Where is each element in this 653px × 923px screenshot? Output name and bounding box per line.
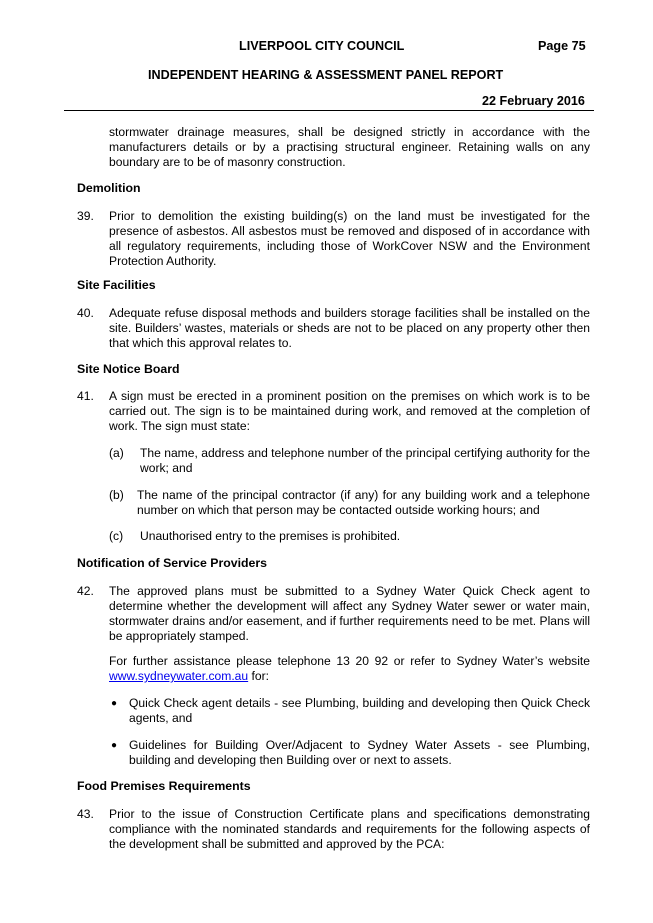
sub-item-label-c: (c) bbox=[109, 529, 124, 543]
section-heading-food-premises: Food Premises Requirements bbox=[77, 779, 251, 793]
sub-item-text-a: The name, address and telephone number of the principal certifying authority for the work; and bbox=[140, 446, 590, 475]
report-date: 22 February 2016 bbox=[482, 94, 585, 108]
section-heading-site-facilities: Site Facilities bbox=[77, 278, 156, 292]
report-title: INDEPENDENT HEARING & ASSESSMENT PANEL REPORT bbox=[148, 68, 504, 82]
condition-43-text: Prior to the issue of Construction Certificate plans and specifications demonstrating compliance with the nominated standards and requirements for the following aspects of the development shall be submitted and approved by the PCA: bbox=[109, 807, 590, 851]
section-heading-demolition: Demolition bbox=[77, 181, 141, 195]
header-divider bbox=[64, 110, 594, 111]
condition-number-39: 39. bbox=[77, 209, 94, 223]
bullet-icon: ● bbox=[111, 740, 118, 751]
sub-item-text-b: The name of the principal contractor (if any) for any building work and a telephone number on which that person may be contacted outside working hours; and bbox=[137, 488, 590, 517]
condition-number-40: 40. bbox=[77, 306, 94, 320]
council-name: LIVERPOOL CITY COUNCIL bbox=[239, 39, 405, 53]
condition-42-text: The approved plans must be submitted to a Sydney Water Quick Check agent to determine whether the development will affect any Sydney Water sewer or water main, stormwater drains and/or easement, and if further requirements need to be met. Plans will be appropriately stamped. bbox=[109, 584, 590, 643]
bullet-icon: ● bbox=[111, 698, 118, 709]
continuation-paragraph: stormwater drainage measures, shall be designed strictly in accordance with the manufacturers details or by a practising structural engineer. Retaining walls on any boundary are to be of masonry construction. bbox=[109, 125, 590, 169]
condition-number-42: 42. bbox=[77, 584, 94, 598]
condition-41-text: A sign must be erected in a prominent position on the premises on which work is to be carried out. The sign is to be maintained during work, and removed at the completion of work. The sign must state: bbox=[109, 389, 590, 433]
condition-number-43: 43. bbox=[77, 807, 94, 821]
assistance-paragraph bbox=[109, 654, 590, 684]
section-heading-site-notice-board: Site Notice Board bbox=[77, 362, 180, 376]
sub-item-text-c: Unauthorised entry to the premises is prohibited. bbox=[140, 529, 401, 543]
sub-item-label-a: (a) bbox=[109, 446, 124, 460]
bullet-item-quick-check: Quick Check agent details - see Plumbing, building and developing then Quick Check agents, and bbox=[129, 696, 590, 725]
sydney-water-link[interactable]: www.sydneywater.com.au bbox=[109, 669, 249, 683]
assistance-text: For further assistance please telephone 13 20 92 or refer to Sydney Water’s website bbox=[109, 654, 590, 668]
link-suffix: for: bbox=[248, 669, 269, 683]
condition-39-text: Prior to demolition the existing building(s) on the land must be investigated for the presence of asbestos. All asbestos must be removed and disposed of in accordance with all regulatory requirements, including those of WorkCover NSW and the Environment Protection Authority. bbox=[109, 209, 590, 268]
bullet-item-guidelines: Guidelines for Building Over/Adjacent to Sydney Water Assets - see Plumbing, building and developing then Building over or next to assets. bbox=[129, 738, 590, 767]
page-number: Page 75 bbox=[538, 39, 586, 53]
condition-40-text: Adequate refuse disposal methods and builders storage facilities shall be installed on the site. Builders’ wastes, materials or sheds are not to be placed on any property other then that which this approval relates to. bbox=[109, 306, 590, 350]
sub-item-label-b: (b) bbox=[109, 488, 124, 502]
condition-number-41: 41. bbox=[77, 389, 94, 403]
section-heading-service-providers: Notification of Service Providers bbox=[77, 556, 267, 570]
